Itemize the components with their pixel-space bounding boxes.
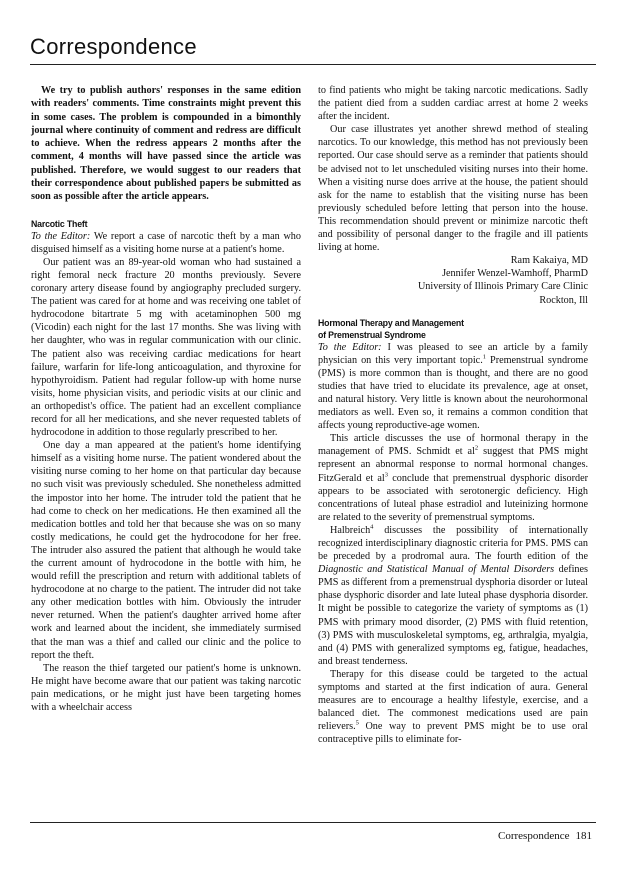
reference-marker: 4	[370, 523, 374, 531]
letter2-p3-text-b: discusses the possibility of internationally recognized interdisciplinary diagnostic criteria for PMS. PMS can be preceded by a prodromal aura. The fourth edition of the	[318, 524, 589, 563]
letter1-p2: Our patient was an 89-year-old woman who had sustained a right femoral neck fracture 20 months previously. Severe coronary artery disease found by angiography precluded surgery. The patient was cared for at home and was receiving one tablet of hydrocodone bitartrate 5 mg with acetaminophen 500 mg (Vicodin) each night for the last 17 months. She was living with her daughter, who was in regular communication with our clinic. The patient also was receiving cardiac medications for heart failure, warfarin for life-long anticoagulation, and thyroxine for hypothyroidism. Patient had regular follow-up with home nurse visits, home physician visits, and periodic visits at our clinic and an orthopedist's office. The patient had an excellent compliance record for all her medications, and she never requested tablets of hydrocodone in addition to those regularly prescribed to her.	[31, 256, 301, 439]
letter1-p3: One day a man appeared at the patient's home identifying himself as a visiting home nurse. The patient wondered about the visiting nurse coming to her home on that particular day because no such visit was previously scheduled. She nonetheless admitted the impostor into her home. The intruder told the patient that he had come to check on her medications. He then examined all the medication bottles and told her that because she was on so many costly medications, he could get the hydrocodone for her free. The intruder also assured the patient that although he would take the current amount of hydrocodone in the bottle with him, he would refill the prescription and return with additional tablets of hydrocodone at no charge to the patient. The intruder did not take any other medication bottles with him. Obviously the intruder never returned. When the patient's daughter arrived home after work and learned about the incident, she immediately surmised that the man was a thief and called our clinic and the police to report the theft.	[31, 440, 301, 661]
reference-marker: 5	[355, 719, 359, 727]
page-footer	[492, 830, 592, 842]
letter2-p2-text-a: This article discusses the use of hormonal therapy in the management of PMS. Schmidt et al	[318, 433, 588, 458]
signature-name-2: Jennifer Wenzel-Wamhoff, PharmD	[442, 268, 588, 280]
letter2-p1-text-b: Premenstrual syndrome (PMS) is more common than is thought, and there are no good studies that have tried to elucidate its prevalence, age at onset, and natural history. Very little is known about the neurohormonal mediators as well. Even so, it remains a common condition that affects young reproductive-age women.	[318, 354, 588, 432]
letter2-p1-text-a: I was pleased to see an article by a family physician on this very important topic.	[318, 341, 588, 366]
letter1-p5: Our case illustrates yet another shrewd method of stealing narcotics. To our knowledge, this method has not previously been reported. Our case should serve as a reminder that patients should be advised not to let unscheduled visiting nurses into their home. When a visiting nurse does arrive at the house, the patient should ask for the name to establish that the visiting nurse has been previously scheduled before letting that person into the house. This recommendation should prevent or minimize narcotic theft and possibility of personal danger to the fragile and ill patients living at home.	[318, 124, 588, 254]
letter2-p4	[318, 668, 588, 747]
signature-location: Rockton, Ill	[539, 294, 588, 306]
letter2-p2-text-b: suggest that PMS might represent an abnormal response to normal hormonal changes. FitzGerald et al	[318, 446, 589, 484]
letter2-title-line2: of Premenstrual Syndrome	[318, 329, 426, 340]
letter2-title-line1: Hormonal Therapy and Management	[318, 317, 464, 328]
letter1-salutation: To the Editor:	[31, 230, 91, 242]
letter2-p2	[318, 432, 588, 524]
footer-label: Correspondence	[498, 830, 570, 842]
page-title: Correspondence	[30, 34, 197, 59]
reference-marker: 3	[384, 471, 388, 479]
signature-name-1: Ram Kakaiya, MD	[510, 255, 588, 267]
letter2-p2-text-c: conclude that premenstrual dysphoric disorder appears to be associated with serotonergic deficiency. High concentrations of luteal phase estradiol and luteinizing hormone are related to the severity of premenstrual symptoms.	[318, 472, 588, 523]
letter2-p1	[318, 341, 588, 433]
letter1-p1: We report a case of narcotic theft by a man who disguised himself as a visiting home nurse at a patient's home.	[31, 230, 301, 255]
header-rule	[30, 64, 596, 65]
footer-rule	[30, 822, 596, 823]
left-column	[31, 84, 301, 714]
letter2-salutation: To the Editor:	[318, 341, 382, 353]
reference-marker: 2	[474, 444, 479, 452]
letter1-paragraph	[31, 230, 301, 256]
reference-marker: 1	[482, 353, 486, 361]
page-number: 181	[575, 830, 592, 842]
letter2-p4-text-b: One way to prevent PMS might be to use oral contraceptive pills to eliminate for-	[318, 721, 588, 746]
letter1-title: Narcotic Theft	[31, 218, 88, 229]
letter1-p4-continued: to find patients who might be taking narcotic medications. Sadly the patient died from a sudden cardiac arrest at home 2 weeks after the incident.	[318, 85, 588, 123]
signature-affiliation: University of Illinois Primary Care Clinic	[417, 281, 588, 293]
letter2-p4-text-a: Therapy for this disease could be targeted to the actual symptoms and started at the first indication of aura. General measures are to encourage a healthy lifestyle, exercise, and a balanced diet. The commonest medications used are pain relievers.	[318, 668, 588, 733]
letter2-p3-text-a: Halbreich	[330, 524, 371, 536]
right-column	[318, 84, 588, 747]
editorial-note: We try to publish authors' responses in the same edition with readers' comments. Time constraints might prevent this in some cases. The problem is compounded in a bimonthly journal where continuity of comment and redress are difficult to achieve. When the redress appears 2 months after the comment, 4 months will have passed since the article was published. Therefore, we would suggest to our readers that their correspondence about published papers be submitted as soon as possible after the article appears.	[31, 85, 301, 203]
letter2-p3	[318, 524, 588, 668]
section-gap	[318, 307, 588, 317]
letter2-p3-text-c: defines PMS as different from a premenstrual dysphoria disorder or luteal phase dysphoric disorder and late luteal phase dysphoria disorder. It might be possible to categorize the variety of symptoms as (1) PMS with primary mood disorder, (2) PMS with fluid retention, (3) PMS with musculoskeletal symptoms, eg, arthralgia, myalgia, and (4) PMS with generalized symptoms eg, fatigue, headaches, and breast tenderness.	[318, 564, 589, 667]
letter1-p4: The reason the thief targeted our patient's home is unknown. He might have become aware that our patient was taking narcotic pain medications, or he might just have been targeting homes with a wheelchair access	[31, 662, 301, 714]
letter1-signature	[318, 254, 588, 306]
book-title: Diagnostic and Statistical Manual of Mental Disorders	[318, 564, 555, 576]
